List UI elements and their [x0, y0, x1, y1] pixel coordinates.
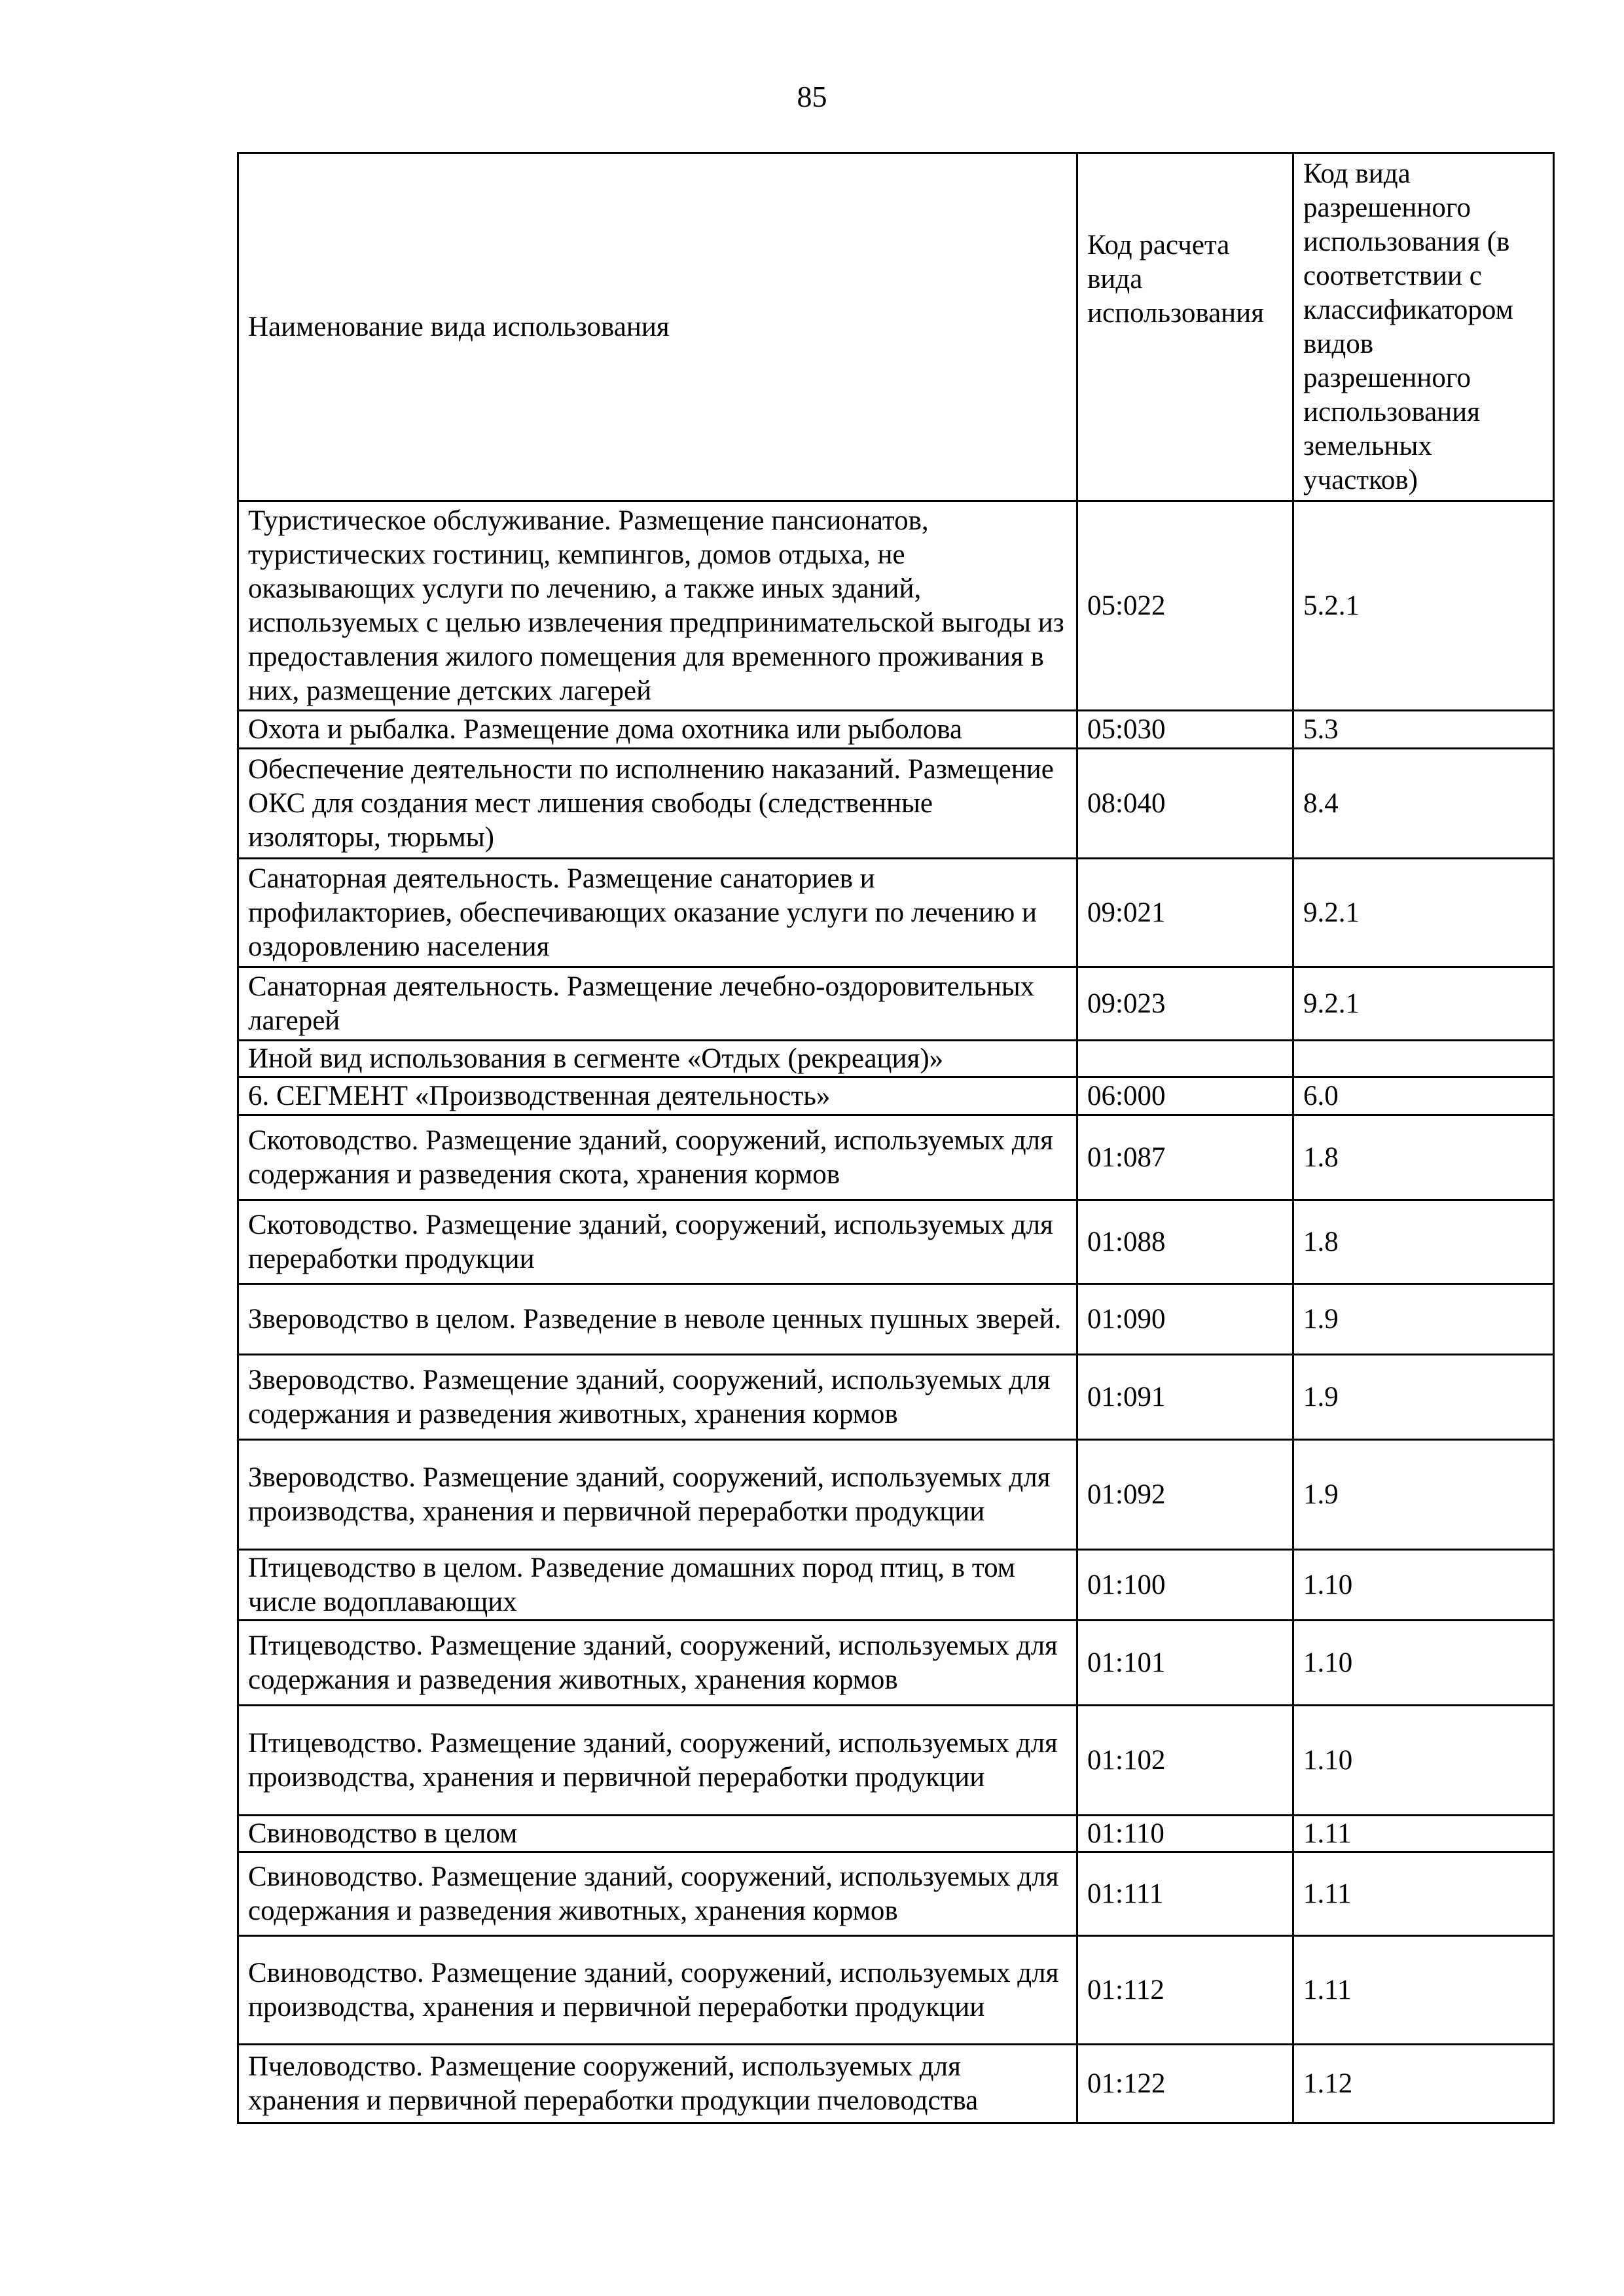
table-row — [238, 749, 1554, 859]
row-vri-code: 1.8 — [1293, 1200, 1554, 1284]
row-vri-code: 1.9 — [1293, 1284, 1554, 1355]
header-calc-code: Код расчета вида использования — [1077, 153, 1293, 501]
page-number: 85 — [797, 80, 827, 113]
row-name: 6. СЕГМЕНТ «Производственная деятельность» — [238, 1077, 1077, 1115]
row-name: Санаторная деятельность. Размещение лечебно-оздоровительных лагерей — [238, 967, 1077, 1041]
table-row — [238, 1550, 1554, 1621]
row-vri-code: 5.2.1 — [1293, 501, 1554, 711]
row-calc-code: 06:000 — [1077, 1077, 1293, 1115]
row-calc-code: 01:102 — [1077, 1706, 1293, 1816]
table-row — [238, 1852, 1554, 1936]
row-vri-code: 1.9 — [1293, 1440, 1554, 1550]
row-vri-code: 6.0 — [1293, 1077, 1554, 1115]
row-name: Скотоводство. Размещение зданий, сооружений, используемых для переработки продукции — [238, 1200, 1077, 1284]
row-name: Птицеводство. Размещение зданий, сооружений, используемых для производства, хранения и первичной переработки продукции — [238, 1706, 1077, 1816]
row-calc-code: 01:088 — [1077, 1200, 1293, 1284]
table-row — [238, 859, 1554, 967]
row-name: Звероводство. Размещение зданий, сооружений, используемых для производства, хранения и первичной переработки продукции — [238, 1440, 1077, 1550]
row-name: Туристическое обслуживание. Размещение пансионатов, туристических гостиниц, кемпингов, домов отдыха, не оказывающих услуги по лечению, а также иных зданий, используемых с целью извлечения предпринимательской выгоды из предоставления жилого помещения для временного проживания в них, размещение детских лагерей — [238, 501, 1077, 711]
header-name: Наименование вида использования — [238, 153, 1077, 501]
row-vri-code: 8.4 — [1293, 749, 1554, 859]
row-vri-code: 1.10 — [1293, 1550, 1554, 1621]
row-vri-code: 1.8 — [1293, 1115, 1554, 1200]
row-calc-code: 09:021 — [1077, 859, 1293, 967]
row-name: Свиноводство. Размещение зданий, сооружений, используемых для производства, хранения и первичной переработки продукции — [238, 1936, 1077, 2045]
row-calc-code: 01:122 — [1077, 2045, 1293, 2123]
table-row — [238, 1355, 1554, 1440]
row-calc-code: 05:022 — [1077, 501, 1293, 711]
land-use-table — [237, 152, 1555, 2124]
row-name: Свиноводство в целом — [238, 1816, 1077, 1852]
row-name: Охота и рыбалка. Размещение дома охотника или рыболова — [238, 711, 1077, 749]
row-vri-code: 1.12 — [1293, 2045, 1554, 2123]
table-row — [238, 1200, 1554, 1284]
row-calc-code: 01:091 — [1077, 1355, 1293, 1440]
row-name: Санаторная деятельность. Размещение санаториев и профилакториев, обеспечивающих оказание услуги по лечению и оздоровлению населения — [238, 859, 1077, 967]
table-row — [238, 967, 1554, 1041]
table-row — [238, 501, 1554, 711]
row-name: Звероводство в целом. Разведение в неволе ценных пушных зверей. — [238, 1284, 1077, 1355]
table-row — [238, 1077, 1554, 1115]
row-calc-code: 01:111 — [1077, 1852, 1293, 1936]
table-row — [238, 1284, 1554, 1355]
table-row — [238, 1115, 1554, 1200]
table-row — [238, 711, 1554, 749]
row-name: Птицеводство. Размещение зданий, сооружений, используемых для содержания и разведения животных, хранения кормов — [238, 1621, 1077, 1706]
row-name: Обеспечение деятельности по исполнению наказаний. Размещение ОКС для создания мест лишения свободы (следственные изоляторы, тюрьмы) — [238, 749, 1077, 859]
row-calc-code: 09:023 — [1077, 967, 1293, 1041]
row-calc-code: 01:100 — [1077, 1550, 1293, 1621]
row-vri-code: 1.9 — [1293, 1355, 1554, 1440]
table-row — [238, 1440, 1554, 1550]
row-vri-code: 5.3 — [1293, 711, 1554, 749]
row-calc-code: 01:112 — [1077, 1936, 1293, 2045]
row-calc-code: 08:040 — [1077, 749, 1293, 859]
header-vri-code: Код вида разрешенного использования (в соответствии с классификатором видов разрешенного использования земельных участков) — [1293, 153, 1554, 501]
row-vri-code: 1.10 — [1293, 1706, 1554, 1816]
row-vri-code: 1.11 — [1293, 1852, 1554, 1936]
row-vri-code: 1.11 — [1293, 1936, 1554, 2045]
row-calc-code: 05:030 — [1077, 711, 1293, 749]
row-calc-code: 01:087 — [1077, 1115, 1293, 1200]
table-header-row — [238, 153, 1554, 501]
row-name: Скотоводство. Размещение зданий, сооружений, используемых для содержания и разведения скота, хранения кормов — [238, 1115, 1077, 1200]
row-name: Звероводство. Размещение зданий, сооружений, используемых для содержания и разведения животных, хранения кормов — [238, 1355, 1077, 1440]
row-calc-code: 01:101 — [1077, 1621, 1293, 1706]
table-row — [238, 1041, 1554, 1077]
row-vri-code: 9.2.1 — [1293, 859, 1554, 967]
row-calc-code: 01:090 — [1077, 1284, 1293, 1355]
table-row — [238, 1936, 1554, 2045]
row-vri-code: 1.10 — [1293, 1621, 1554, 1706]
table-row — [238, 1706, 1554, 1816]
row-name: Пчеловодство. Размещение сооружений, используемых для хранения и первичной переработки продукции пчеловодства — [238, 2045, 1077, 2123]
row-name: Свиноводство. Размещение зданий, сооружений, используемых для содержания и разведения животных, хранения кормов — [238, 1852, 1077, 1936]
row-vri-code — [1293, 1041, 1554, 1077]
row-vri-code: 1.11 — [1293, 1816, 1554, 1852]
row-name: Птицеводство в целом. Разведение домашних пород птиц, в том числе водоплавающих — [238, 1550, 1077, 1621]
table-row — [238, 1621, 1554, 1706]
table-row — [238, 2045, 1554, 2123]
row-vri-code: 9.2.1 — [1293, 967, 1554, 1041]
row-calc-code: 01:110 — [1077, 1816, 1293, 1852]
row-calc-code: 01:092 — [1077, 1440, 1293, 1550]
row-calc-code — [1077, 1041, 1293, 1077]
table-row — [238, 1816, 1554, 1852]
row-name: Иной вид использования в сегменте «Отдых (рекреация)» — [238, 1041, 1077, 1077]
